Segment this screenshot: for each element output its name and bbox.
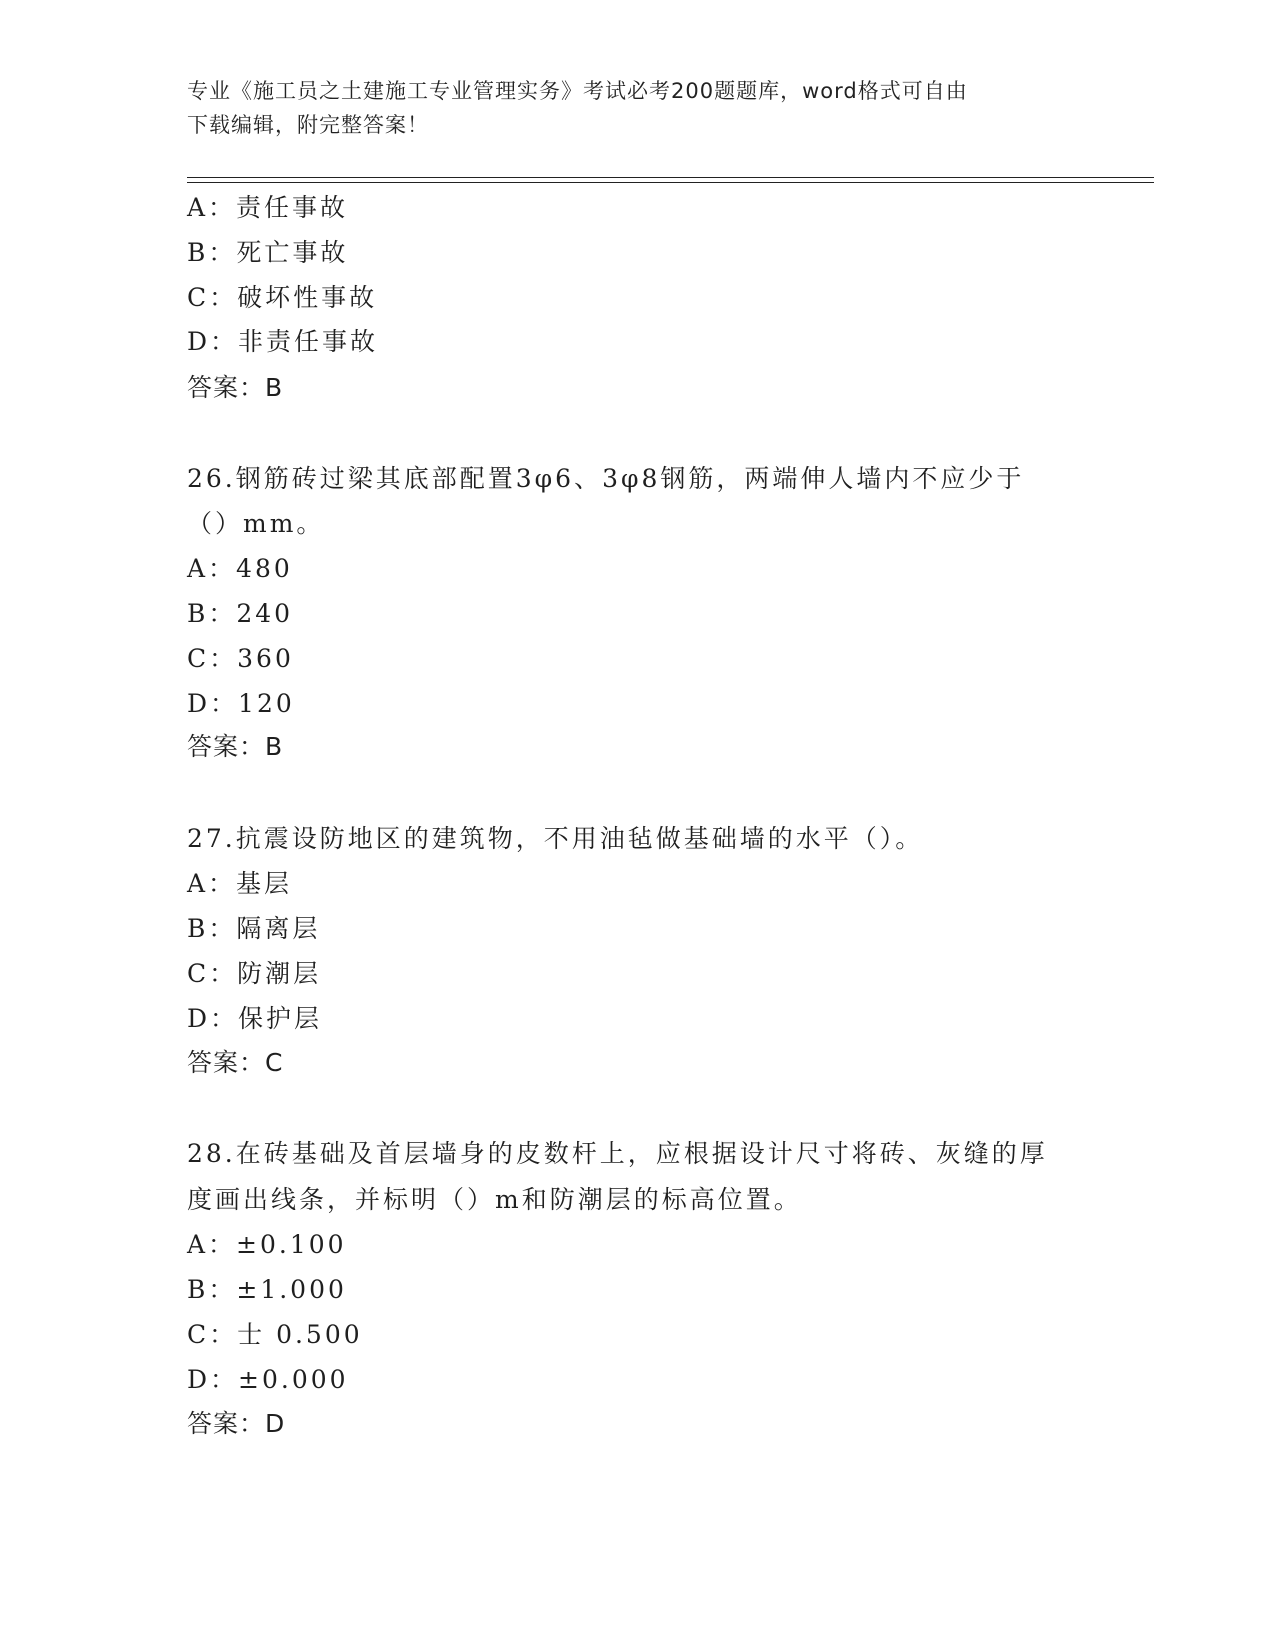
q26-stem-line-2: （）mm。 <box>187 509 325 538</box>
q26-answer: 答案：B <box>187 732 284 761</box>
document-header <box>187 74 1077 142</box>
q28-option-c: C：士 0.500 <box>187 1320 363 1349</box>
q28-option-a: A：±0.100 <box>187 1230 347 1259</box>
q27-stem-line-1: 27.抗震设防地区的建筑物，不用油毡做基础墙的水平（）。 <box>187 824 924 853</box>
q25-answer: 答案：B <box>187 373 284 402</box>
header-divider-top <box>187 177 1154 178</box>
q28-option-d: D：±0.000 <box>187 1365 349 1394</box>
q28-stem-line-2: 度画出线条，并标明（）m和防潮层的标高位置。 <box>187 1185 802 1214</box>
q28-option-b: B：±1.000 <box>187 1275 347 1304</box>
header-line-2: 下载编辑，附完整答案！ <box>187 113 429 137</box>
q25-option-d: D：非责任事故 <box>187 327 379 356</box>
q27-option-c: C：防潮层 <box>187 959 322 988</box>
q26-option-b: B：240 <box>187 599 294 628</box>
header-divider-bottom <box>187 182 1154 183</box>
q25-option-a: A：责任事故 <box>187 193 349 222</box>
q28-answer: 答案：D <box>187 1409 286 1438</box>
header-line-1: 专业《施工员之土建施工专业管理实务》考试必考200题题库，word格式可自由 <box>187 79 968 103</box>
q27-option-d: D：保护层 <box>187 1004 323 1033</box>
q26-option-c: C：360 <box>187 644 294 673</box>
q26-stem-line-1: 26.钢筋砖过梁其底部配置3φ6、3φ8钢筋，两端伸人墙内不应少于 <box>187 464 1025 493</box>
q28-stem-line-1: 28.在砖基础及首层墙身的皮数杆上，应根据设计尺寸将砖、灰缝的厚 <box>187 1139 1048 1168</box>
q27-option-b: B：隔离层 <box>187 914 321 943</box>
q27-option-a: A：基层 <box>187 869 293 898</box>
q26-option-d: D：120 <box>187 689 295 718</box>
q25-option-b: B：死亡事故 <box>187 238 349 267</box>
q26-option-a: A：480 <box>187 554 293 583</box>
q27-answer: 答案：C <box>187 1048 284 1077</box>
q25-option-c: C：破坏性事故 <box>187 283 378 312</box>
